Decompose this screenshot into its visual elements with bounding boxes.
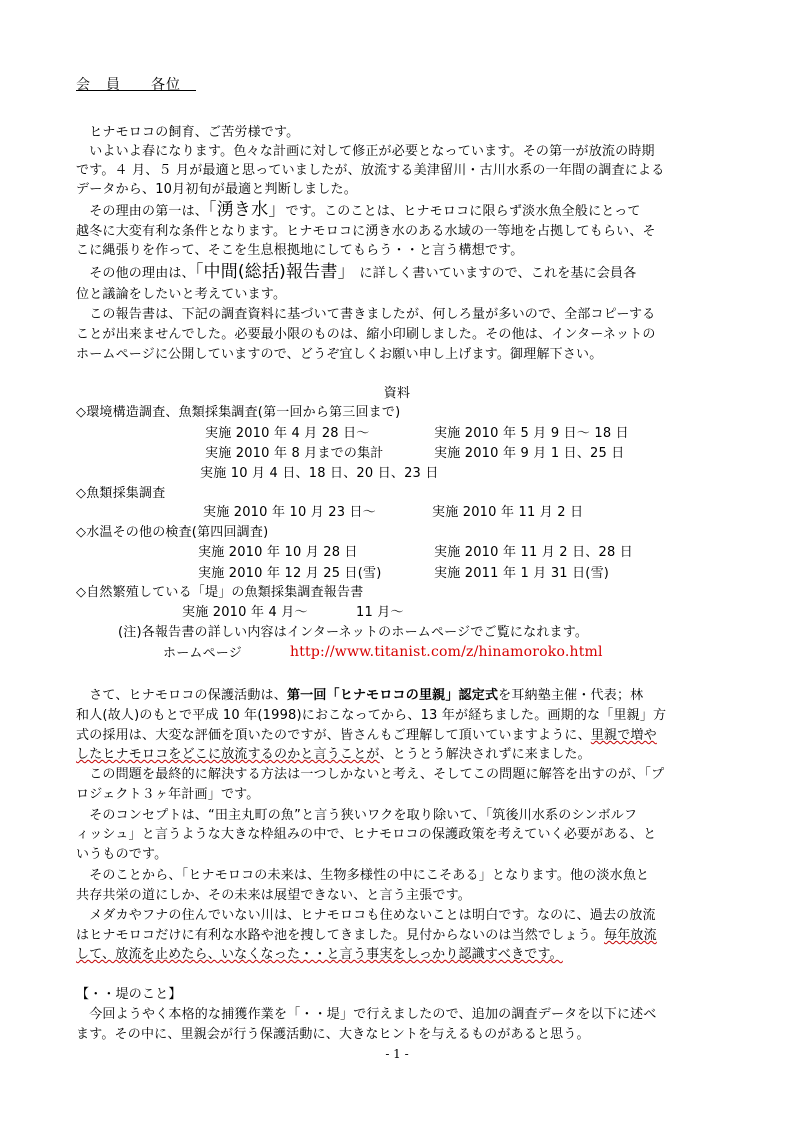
page-number: - 1 - [385, 1047, 409, 1061]
intro-line: こに縄張りを作って、そこを生息根拠地にしてもらう・・と言う構想です。 [76, 243, 524, 258]
material-date: 実施 10 月 4 日、18 日、20 日、23 日 [200, 466, 439, 481]
section-heading: 【・・堤のこと】 [76, 987, 182, 1002]
intro-line: 位と議論をしたいと考えています。 [76, 287, 287, 302]
body-text: さて、ヒナモロコの保護活動は、 [76, 688, 287, 703]
body-text: を耳納塾主催・代表；林 [498, 688, 644, 703]
materials-note: (注)各報告書の詳しい内容はインターネットのホームページでご覧になれます。 [118, 625, 589, 640]
material-date: 実施 2010 年 5 月 9 日～ 18 日 [434, 426, 629, 441]
material-date: 実施 2010 年 4 月～ [182, 605, 308, 620]
header-title: 会 員 各位 [76, 77, 196, 93]
bold-ceremony: 第一回「ヒナモロコの里親」認定式 [286, 688, 499, 703]
intro-line: ことが出来ませんでした。必要最小限のものは、縮小印刷しました。その他は、インターネットの [76, 327, 656, 342]
underlined-text: したヒナモロコをどこに放流するのかと言うことが [76, 747, 380, 762]
intro-text: その他の理由は、 [76, 266, 195, 281]
homepage-link[interactable]: http://www.titanist.com/z/hinamoroko.html [290, 644, 603, 660]
material-date: 実施 2010 年 8 月までの集計 [205, 446, 384, 461]
intro-line: いよいよ春になります。色々な計画に対して修正が必要となっています。その第一が放流の時期 [76, 144, 655, 159]
material-date: 実施 2010 年 10 月 28 日 [198, 545, 358, 560]
section-line: 今回ようやく本格的な捕獲作業を「・・堤」で行えましたので、追加の調査データを以下に述べ [76, 1007, 657, 1022]
material-item: ◇魚類採集調査 [76, 486, 166, 501]
intro-line: データから、10月初旬が最適と判断しました。 [76, 182, 357, 197]
material-date: 実施 2010 年 10 月 23 日～ [203, 505, 376, 520]
materials-title: 資料 [383, 386, 411, 401]
underlined-text: 毎年放流 [604, 928, 657, 943]
body-line [76, 745, 591, 764]
highlight-report: 「中間(総括)報告書」 [194, 262, 347, 282]
material-item: ◇自然繁殖している「堤」の魚類採集調査報告書 [76, 585, 364, 600]
body-line: ロジェクト３ヶ年計画」です。 [76, 787, 260, 802]
intro-text: です。このことは、ヒナモロコに限らず淡水魚全般にとって [285, 204, 641, 219]
body-line [76, 686, 643, 705]
body-text: 、とうとう解決されずに来ました。 [379, 747, 591, 762]
intro-line: ホームページに公開していますので、どうぞ宜しくお願い申し上げます。御理解下さい。 [76, 347, 603, 362]
material-item: ◇水温その他の検査(第四回調査) [76, 525, 269, 540]
body-line: そのことから、「ヒナモロコの未来は、生物多様性の中にこそある」となります。他の淡水魚と [76, 868, 650, 883]
highlight-wakimizu: 「湧き水」 [208, 200, 286, 220]
intro-line [76, 263, 636, 283]
body-line: メダカやフナの住んでいない川は、ヒナモロコも住めないことは明白です。なのに、過去の放流 [76, 908, 656, 923]
body-line: いうものです。 [76, 847, 168, 862]
material-item: ◇環境構造調査、魚類採集調査(第一回から第三回まで) [76, 405, 401, 420]
homepage-label: ホームページ [163, 646, 242, 661]
intro-line: 越冬に大変有利な条件となります。ヒナモロコに湧き水のある水域の一等地を占拠してもらい、そ [76, 224, 656, 239]
body-line: して、放流を止めたら、いなくなった・・と言う事実をしっかり認識すべきです。 [76, 947, 563, 962]
intro-text: その理由の第一は、 [76, 204, 209, 219]
body-line: この問題を最終的に解決する方法は一つしかないと考え、そしてこの問題に解答を出すのが、「プ [76, 767, 665, 782]
body-line [76, 926, 657, 945]
body-line [76, 726, 657, 745]
body-line: そのコンセプトは、“田主丸町の魚”と言う狭いワクを取り除いて、「筑後川水系のシンボルフ [76, 808, 638, 823]
intro-text: に詳しく書いていますので、これを基に会員各 [346, 266, 637, 281]
underlined-text: 里親で増や [590, 728, 657, 743]
body-text: はヒナモロコだけに有利な水路や池を捜してきました。見付からないのは当然でしょう。 [76, 928, 605, 943]
material-date: 実施 2010 年 4 月 28 日～ [205, 426, 370, 441]
body-line: ィッシュ」と言うような大きな枠組みの中で、ヒナモロコの保護政策を考えていく必要がある、と [76, 827, 657, 842]
intro-line: ヒナモロコの飼育、ご苦労様です。 [76, 125, 300, 140]
body-line: 和人(故人)のもとで平成 10 年(1998)におこなってから、13 年が経ちました。画期的な「里親」方 [76, 708, 667, 723]
body-line: 共存共栄の道にしか、その未来は展望できない、と言う主張です。 [76, 888, 471, 903]
material-date: 実施 2010 年 9 月 1 日、25 日 [434, 446, 625, 461]
section-line: ます。その中に、里親会が行う保護活動に、大きなヒントを与えるものがあると思う。 [76, 1027, 590, 1042]
material-date: 実施 2011 年 1 月 31 日(雪) [434, 566, 610, 581]
material-date: 実施 2010 年 11 月 2 日 [432, 505, 584, 520]
intro-line: この報告書は、下記の調査資料に基づいて書きましたが、何しろ量が多いので、全部コピーする [76, 307, 656, 322]
intro-line: です。４ 月、５ 月が最適と思っていましたが、放流する美津留川・古川水系の一年間の調査による [76, 163, 665, 178]
material-date: 実施 2010 年 12 月 25 日(雪) [198, 566, 382, 581]
material-date: 実施 2010 年 11 月 2 日、28 日 [434, 545, 633, 560]
body-text: 式の採用は、大変な評価を頂いたのですが、皆さんもご理解して頂いていますように、 [76, 728, 591, 743]
intro-line [76, 201, 641, 221]
material-date: 11 月～ [356, 605, 404, 620]
